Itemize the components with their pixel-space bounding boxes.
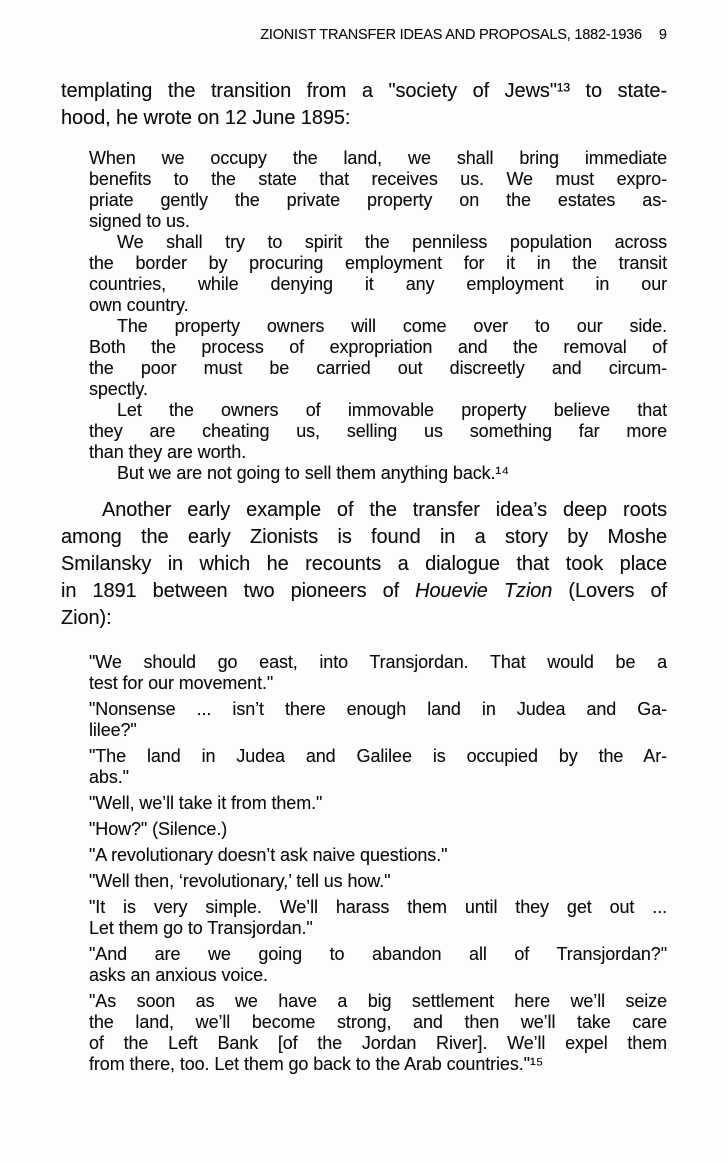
text-line: "Well then, ‘revolutionary,’ tell us how." bbox=[89, 871, 391, 891]
text-line: than they are worth. bbox=[89, 442, 247, 462]
dialogue-paragraph bbox=[89, 944, 667, 986]
text-line: benefits to the state that receives us. We must expro- bbox=[89, 169, 667, 189]
quote-paragraph bbox=[89, 463, 667, 484]
text-line: they are cheating us, selling us something far more bbox=[89, 421, 667, 441]
text-line: "Well, we’ll take it from them." bbox=[89, 793, 323, 813]
text-line: the border by procuring employment for it in the transit bbox=[89, 253, 667, 273]
text-line: priate gently the private property on the estates as- bbox=[89, 190, 667, 210]
text-line: the land, we’ll become strong, and then we’ll take care bbox=[89, 1012, 667, 1032]
dialogue-paragraph bbox=[89, 819, 667, 840]
text-line: "A revolutionary doesn’t ask naive questions." bbox=[89, 845, 448, 865]
chapter-title: ZIONIST TRANSFER IDEAS AND PROPOSALS, 1882-1936 bbox=[260, 27, 642, 43]
dialogue-paragraph bbox=[89, 793, 667, 814]
text-line: "Nonsense ... isn’t there enough land in Judea and Ga- bbox=[89, 699, 667, 719]
text-line: templating the transition from a "society of Jews"¹³ to state- bbox=[61, 80, 667, 102]
quote-paragraph bbox=[89, 148, 667, 232]
dialogue-paragraph bbox=[89, 991, 667, 1075]
dialogue-paragraph bbox=[89, 746, 667, 788]
text-line: Let them go to Transjordan." bbox=[89, 918, 313, 938]
text-line: spectly. bbox=[89, 379, 148, 399]
intro-paragraph bbox=[61, 78, 667, 132]
text-line: of the Left Bank [of the Jordan River]. We’ll expel them bbox=[89, 1033, 667, 1053]
text-line: "The land in Judea and Galilee is occupied by the Ar- bbox=[89, 746, 667, 766]
text-line: lilee?" bbox=[89, 720, 137, 740]
text-line: "How?" (Silence.) bbox=[89, 819, 228, 839]
dialogue-quote-block bbox=[89, 652, 667, 1075]
text-line: Both the process of expropriation and the removal of bbox=[89, 337, 667, 357]
text-line: Let the owners of immovable property believe that bbox=[117, 400, 667, 420]
transition-paragraph bbox=[61, 497, 667, 632]
text-line: "As soon as we have a big settlement here we’ll seize bbox=[89, 991, 667, 1011]
text-line: own country. bbox=[89, 295, 189, 315]
text-line: "We should go east, into Transjordan. That would be a bbox=[89, 652, 667, 672]
dialogue-paragraph bbox=[89, 699, 667, 741]
text-line: the poor must be carried out discreetly and circum- bbox=[89, 358, 667, 378]
text-line: Smilansky in which he recounts a dialogue that took place bbox=[61, 553, 667, 575]
text-line: Zion): bbox=[61, 607, 112, 629]
herzl-quote-block bbox=[89, 148, 667, 484]
text-line bbox=[61, 578, 667, 605]
text-line: countries, while denying it any employment in our bbox=[89, 274, 667, 294]
text-line: We shall try to spirit the penniless population across bbox=[117, 232, 667, 252]
page-number: 9 bbox=[658, 27, 667, 43]
dialogue-paragraph bbox=[89, 897, 667, 939]
text-line: When we occupy the land, we shall bring immediate bbox=[89, 148, 667, 168]
text-line: But we are not going to sell them anything back.¹⁴ bbox=[117, 463, 509, 483]
quote-paragraph bbox=[89, 316, 667, 400]
text-line: The property owners will come over to our side. bbox=[117, 316, 667, 336]
quote-paragraph bbox=[89, 232, 667, 316]
quote-paragraph bbox=[89, 400, 667, 463]
text-line: asks an anxious voice. bbox=[89, 965, 268, 985]
text-line: hood, he wrote on 12 June 1895: bbox=[61, 107, 351, 129]
text-segment: in 1891 between two pioneers of bbox=[61, 580, 416, 602]
dialogue-paragraph bbox=[89, 871, 667, 892]
text-line: test for our movement." bbox=[89, 673, 274, 693]
italic-term: Houevie Tzion bbox=[415, 580, 553, 602]
text-line: Another early example of the transfer idea’s deep roots bbox=[102, 499, 667, 521]
running-header bbox=[61, 28, 667, 43]
text-line: "And are we going to abandon all of Transjordan?" bbox=[89, 944, 667, 964]
text-line: signed to us. bbox=[89, 211, 190, 231]
text-line: "It is very simple. We’ll harass them until they get out ... bbox=[89, 897, 667, 917]
dialogue-paragraph bbox=[89, 845, 667, 866]
dialogue-paragraph bbox=[89, 652, 667, 694]
text-line: abs." bbox=[89, 767, 129, 787]
text-line: from there, too. Let them go back to the Arab countries."¹⁵ bbox=[89, 1054, 544, 1074]
text-line: among the early Zionists is found in a story by Moshe bbox=[61, 526, 667, 548]
text-segment: (Lovers of bbox=[552, 580, 667, 602]
